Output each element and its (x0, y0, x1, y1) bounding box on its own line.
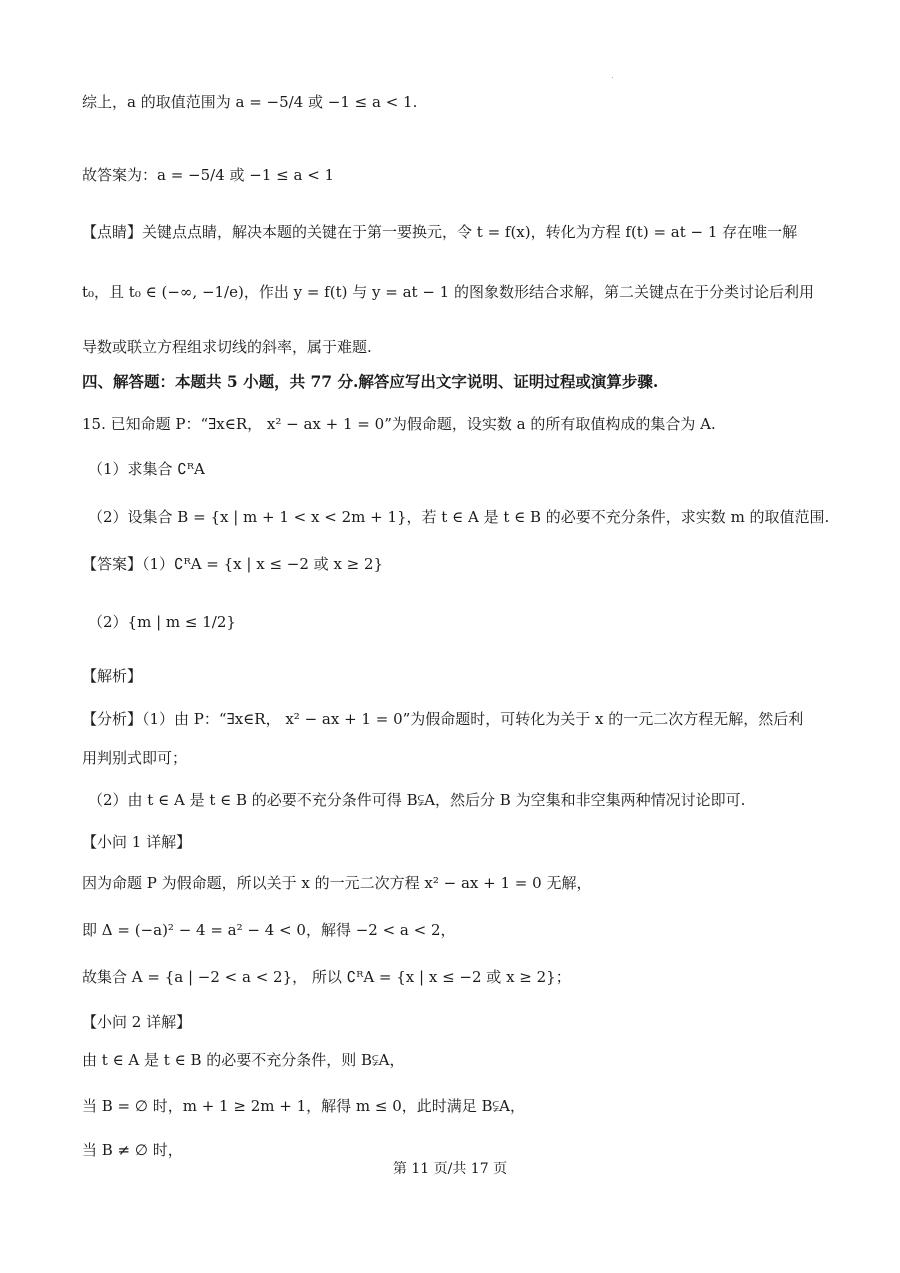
solution-1-line-2: 即 Δ = (−a)² − 4 = a² − 4 < 0，解得 −2 < a < 2， (82, 921, 456, 939)
problem-15-part-1: （1）求集合 ∁ᴿA (88, 460, 205, 478)
analysis-line-2: 用判别式即可； (82, 749, 188, 767)
solution-1-line-1: 因为命题 P 为假命题，所以关于 x 的一元二次方程 x² − ax + 1 = 0 无解， (82, 874, 592, 892)
problem-15-statement: 15. 已知命题 P：“∃x∈R， x² − ax + 1 = 0”为假命题，设实数 a 的所有取值构成的集合为 A. (82, 415, 716, 433)
answer-part-2: （2）{m | m ≤ 1/2} (88, 613, 236, 631)
solution-2-line-3: 当 B ≠ ∅ 时， (82, 1141, 183, 1159)
key-point-line-2: t₀，且 t₀ ∈ (−∞, −1/e)，作出 y = f(t) 与 y = at − 1 的图象数形结合求解，第二关键点在于分类讨论后利用 (82, 283, 814, 301)
analysis-line-3: （2）由 t ∈ A 是 t ∈ B 的必要不充分条件可得 B⫋A，然后分 B 为空集和非空集两种情况讨论即可. (88, 791, 746, 809)
scan-speck (612, 77, 613, 78)
problem-15-part-2: （2）设集合 B = {x | m + 1 < x < 2m + 1}，若 t ∈ A 是 t ∈ B 的必要不充分条件，求实数 m 的取值范围. (88, 508, 830, 526)
solution-2-line-2: 当 B = ∅ 时，m + 1 ≥ 2m + 1，解得 m ≤ 0，此时满足 B⫋A， (82, 1097, 525, 1115)
analysis-line-1: 【分析】（1）由 P：“∃x∈R， x² − ax + 1 = 0”为假命题时，可转化为关于 x 的一元二次方程无解，然后利 (82, 710, 804, 728)
key-point-line-3: 导数或联立方程组求切线的斜率，属于难题. (82, 338, 372, 356)
solution-1-line-3: 故集合 A = {a | −2 < a < 2}， 所以 ∁ᴿA = {x | x ≤ −2 或 x ≥ 2}； (82, 968, 571, 986)
solution-2-line-1: 由 t ∈ A 是 t ∈ B 的必要不充分条件，则 B⫋A， (82, 1051, 405, 1069)
key-point-line-1: 【点睛】关键点点睛，解决本题的关键在于第一要换元，令 t = f(x)，转化为方程 f(t) = at − 1 存在唯一解 (82, 223, 798, 241)
answer-part-1: 【答案】（1）∁ᴿA = {x | x ≤ −2 或 x ≥ 2} (82, 555, 384, 573)
subquestion-2-heading: 【小问 2 详解】 (82, 1013, 192, 1031)
page-footer: 第 11 页/共 17 页 (392, 1161, 508, 1177)
section-heading: 四、解答题：本题共 5 小题，共 77 分.解答应写出文字说明、证明过程或演算步骤. (82, 372, 659, 391)
subquestion-1-heading: 【小问 1 详解】 (82, 833, 192, 851)
analysis-label: 【解析】 (82, 667, 143, 685)
answer-line: 故答案为：a = −5/4 或 −1 ≤ a < 1 (82, 166, 335, 184)
summary-line: 综上，a 的取值范围为 a = −5/4 或 −1 ≤ a < 1. (82, 93, 418, 111)
